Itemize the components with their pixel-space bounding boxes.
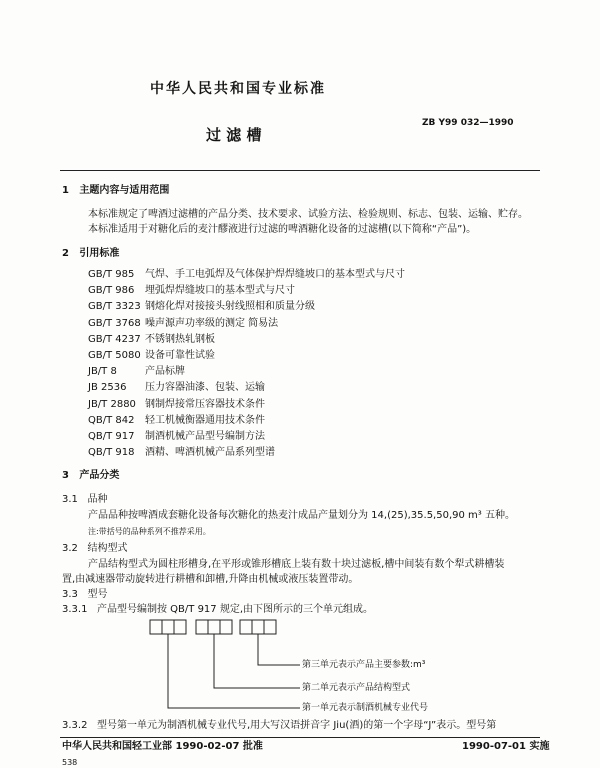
- section-title: 产品分类: [79, 470, 120, 481]
- reference-title: 产品标牌: [145, 366, 185, 378]
- reference-item: [88, 317, 278, 331]
- reference-item: [88, 381, 265, 395]
- reference-item: [88, 446, 275, 460]
- section-3-heading: [62, 469, 119, 483]
- unit-box: [208, 620, 220, 634]
- document-title: 过 滤 槽: [206, 126, 262, 144]
- section-1-paragraph-1: 本标准规定了啤酒过滤槽的产品分类、技术要求、试验方法、检验规则、标志、包装、运输、贮存。: [88, 209, 528, 220]
- reference-title: 轻工机械衡器通用技术条件: [145, 414, 265, 426]
- section-3-3-1-line: [62, 603, 373, 617]
- unit-box: [162, 620, 174, 634]
- reference-code: JB/T 8: [88, 366, 117, 378]
- reference-item: [88, 398, 265, 412]
- reference-title: 制酒机械产品型号编制方法: [145, 431, 265, 442]
- section-3-1-heading: [62, 493, 107, 507]
- reference-item: [88, 284, 295, 298]
- section-3-2-paragraph-1: 产品结构型式为圆柱形槽身,在平形或锥形槽底上装有数十块过滤板,槽中间装有数个犁式耕槽装: [88, 559, 505, 570]
- subsection-number: 3.1: [62, 494, 78, 505]
- reference-code: JB/T 2880: [88, 398, 136, 410]
- reference-code: GB/T 3323: [88, 301, 141, 313]
- leader-line-2: [214, 634, 300, 688]
- org-title: 中华人民共和国专业标准: [150, 81, 326, 97]
- unit-box: [220, 620, 232, 634]
- unit-box: [252, 620, 264, 634]
- section-3-3-2-line: [62, 719, 496, 733]
- clause-text: 产品型号编制按 QB/T 917 规定,由下图所示的三个单元组成。: [97, 604, 374, 615]
- reference-title: 压力容器油漆、包装、运输: [145, 382, 265, 394]
- approval-line: 中华人民共和国轻工业部 1990-02-07 批准: [62, 741, 263, 752]
- subsection-title: 型号: [87, 589, 108, 600]
- reference-item: [88, 430, 265, 444]
- reference-title: 钢熔化焊对接接头射线照相和质量分级: [145, 301, 315, 313]
- reference-item: [88, 333, 215, 347]
- section-title: 主题内容与适用范围: [79, 185, 170, 196]
- unit-box: [196, 620, 208, 634]
- section-2-heading: [62, 247, 119, 261]
- diagram-label-3: 第三单元表示产品主要参数:m³: [302, 660, 426, 670]
- leader-line-3: [258, 634, 300, 665]
- reference-title: 噪声源声功率级的测定 简易法: [145, 317, 279, 329]
- header-rule: [60, 170, 540, 171]
- reference-code: JB 2536: [88, 382, 127, 394]
- section-3-2-heading: [62, 542, 127, 556]
- unit-box: [174, 620, 186, 634]
- reference-code: GB/T 985: [88, 269, 135, 280]
- section-number: 2: [62, 248, 69, 259]
- subsection-number: 3.3: [62, 589, 78, 600]
- section-1-heading: [62, 184, 169, 198]
- reference-title: 气焊、手工电弧焊及气体保护焊焊缝坡口的基本型式与尺寸: [145, 269, 405, 280]
- diagram-label-1: 第一单元表示制酒机械专业代号: [302, 703, 429, 713]
- unit-box: [150, 620, 162, 634]
- reference-code: QB/T 917: [88, 431, 135, 442]
- section-title: 引用标准: [79, 248, 120, 259]
- unit-box: [240, 620, 252, 634]
- clause-text: 型号第一单元为制酒机械专业代号,用大写汉语拼音字 Jiu(酒)的第一个字母“J”表示。型号第: [97, 720, 497, 731]
- leader-line-1: [168, 634, 300, 708]
- reference-item: [88, 349, 215, 363]
- diagram-label-2: 第二单元表示产品结构型式: [302, 683, 411, 693]
- section-3-3-heading: [62, 588, 107, 602]
- reference-title: 钢制焊接常压容器技术条件: [145, 398, 265, 410]
- reference-item: [88, 268, 405, 282]
- section-3-1-paragraph: 产品品种按啤酒成套糖化设备每次糖化的热麦汁成品产量划分为 14,(25),35.5,50,90 m³ 五种。: [88, 510, 515, 521]
- unit-box: [264, 620, 276, 634]
- reference-item: [88, 300, 315, 314]
- reference-code: GB/T 5080: [88, 350, 141, 361]
- section-1-paragraph-2: 本标准适用于对糖化后的麦汁醪液进行过滤的啤酒糖化设备的过滤槽(以下简称“产品”)。: [88, 224, 477, 235]
- clause-number: 3.3.1: [62, 604, 88, 615]
- reference-code: GB/T 986: [88, 285, 135, 297]
- reference-title: 不锈钢热轧钢板: [145, 333, 215, 345]
- reference-title: 设备可靠性试验: [145, 350, 215, 361]
- reference-code: GB/T 3768: [88, 317, 141, 329]
- section-3-1-note: 注:带括号的品种系列不推荐采用。: [88, 527, 211, 536]
- section-3-2-paragraph-2: 置,由减速器带动旋转进行耕槽和卸槽,升降由机械或液压装置带动。: [62, 574, 359, 585]
- clause-number: 3.3.2: [62, 720, 88, 731]
- section-number: 3: [62, 470, 69, 481]
- reference-title: 酒精、啤酒机械产品系列型谱: [145, 447, 275, 459]
- reference-title: 埋弧焊焊缝坡口的基本型式与尺寸: [145, 285, 295, 297]
- subsection-title: 品种: [87, 494, 108, 505]
- subsection-title: 结构型式: [87, 543, 128, 554]
- reference-code: GB/T 4237: [88, 333, 141, 345]
- implementation-date: 1990-07-01 实施: [462, 741, 550, 752]
- reference-code: QB/T 842: [88, 414, 135, 426]
- page-number: 538: [62, 758, 78, 767]
- reference-code: QB/T 918: [88, 447, 135, 459]
- footer-rule: [60, 737, 540, 738]
- section-number: 1: [62, 185, 69, 196]
- reference-item: [88, 365, 185, 379]
- reference-item: [88, 414, 265, 428]
- standard-number: ZB Y99 032—1990: [422, 118, 514, 128]
- subsection-number: 3.2: [62, 543, 78, 554]
